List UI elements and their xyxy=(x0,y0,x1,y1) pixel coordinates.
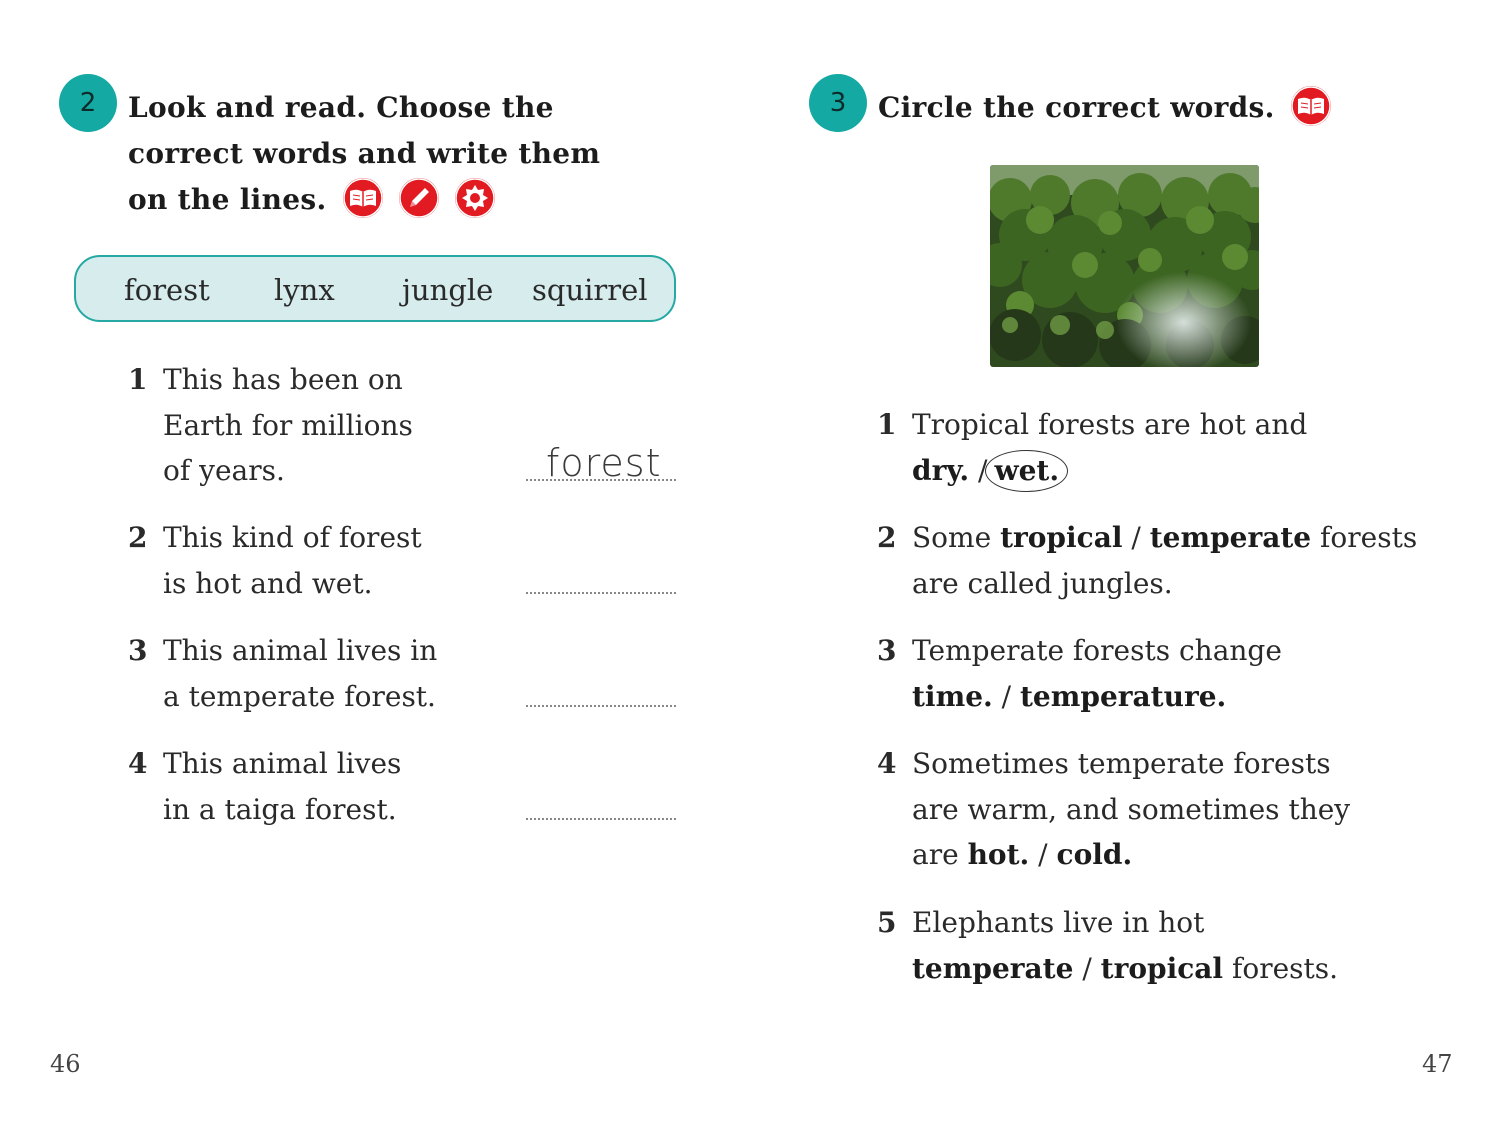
question-number: 4 xyxy=(128,747,148,780)
option-separator: / xyxy=(1073,951,1101,985)
question-line: This animal lives xyxy=(163,747,402,780)
word-bank-word-4: squirrel xyxy=(532,273,648,307)
question-number: 2 xyxy=(128,521,148,554)
page-number-right: 47 xyxy=(1422,1050,1453,1078)
option-cold[interactable]: cold. xyxy=(1056,838,1133,871)
question-line: are called jungles. xyxy=(912,566,1173,600)
question-text: forests xyxy=(1320,521,1418,554)
question-3 xyxy=(128,628,438,719)
question-line: Tropical forests are hot and xyxy=(912,408,1308,441)
question-options-line xyxy=(912,515,1417,561)
question-number: 3 xyxy=(877,634,897,667)
option-time[interactable]: time. xyxy=(912,679,993,713)
circle-question-3 xyxy=(877,628,1282,719)
question-number: 1 xyxy=(877,408,897,441)
question-number: 3 xyxy=(128,634,148,667)
heading-line-1: Look and read. Choose the xyxy=(128,91,554,124)
question-options-line xyxy=(912,448,1307,494)
option-separator: / xyxy=(1122,521,1150,554)
star-badge-icon xyxy=(455,178,495,218)
word-bank-word-3: jungle xyxy=(402,273,494,307)
question-line: of years. xyxy=(163,454,285,487)
question-number: 1 xyxy=(128,363,148,396)
question-number: 2 xyxy=(877,521,897,554)
circle-question-4 xyxy=(877,741,1351,878)
question-text: are xyxy=(912,838,968,871)
exercise-3-number: 3 xyxy=(829,88,847,118)
answer-4-line[interactable] xyxy=(526,818,676,820)
question-line: Elephants live in hot xyxy=(912,906,1205,939)
circle-question-1 xyxy=(877,402,1308,493)
question-options-line xyxy=(912,674,1282,720)
question-4 xyxy=(128,741,402,832)
option-temperature[interactable]: temperature. xyxy=(1020,679,1227,713)
option-temperate[interactable]: temperate xyxy=(912,951,1074,985)
option-tropical[interactable]: tropical xyxy=(1100,951,1224,985)
exercise-2-badge xyxy=(59,74,117,132)
question-1 xyxy=(128,357,413,494)
question-line: a temperate forest. xyxy=(163,679,436,713)
question-line: Earth for millions xyxy=(163,408,413,442)
option-separator: / xyxy=(992,679,1020,713)
option-dry[interactable]: dry. xyxy=(912,453,970,487)
option-hot[interactable]: hot. xyxy=(967,838,1030,871)
question-number: 5 xyxy=(877,906,897,939)
word-bank-word-2: lynx xyxy=(274,273,335,307)
pencil-icon xyxy=(399,178,439,218)
page-number-left: 46 xyxy=(50,1050,81,1078)
exercise-2-number: 2 xyxy=(79,88,97,118)
rainforest-canopy-photo xyxy=(990,165,1259,367)
question-line: is hot and wet. xyxy=(163,566,373,600)
question-text: forests. xyxy=(1231,951,1339,985)
question-line: This has been on xyxy=(163,363,403,396)
circle-question-5 xyxy=(877,900,1339,991)
answer-1-line[interactable] xyxy=(526,479,676,481)
option-wet-circled[interactable]: wet. xyxy=(985,450,1068,492)
word-bank-word-1: forest xyxy=(124,273,210,307)
exercise-2-heading xyxy=(128,85,600,223)
heading-line-3-text: on the lines. xyxy=(128,183,327,216)
exercise-3-heading-text: Circle the correct words. xyxy=(878,91,1275,124)
exercise-3-heading xyxy=(878,85,1331,131)
word-bank xyxy=(74,255,676,322)
question-line: Temperate forests change xyxy=(912,634,1282,667)
answer-1-text: forest xyxy=(546,441,662,485)
exercise-3-badge xyxy=(809,74,867,132)
question-line: Sometimes temperate forests xyxy=(912,747,1331,780)
question-number: 4 xyxy=(877,747,897,780)
option-separator: / xyxy=(1029,838,1057,871)
question-options-line xyxy=(912,946,1338,992)
heading-line-3 xyxy=(128,177,600,223)
option-separator: / xyxy=(969,453,988,487)
question-line: This kind of forest xyxy=(163,521,422,554)
option-temperate[interactable]: temperate xyxy=(1149,521,1312,554)
book-icon xyxy=(343,178,383,218)
question-options-line xyxy=(912,832,1350,878)
heading-line-2: correct words and write them xyxy=(128,137,601,170)
question-line: in a taiga forest. xyxy=(163,792,397,826)
question-text: Some xyxy=(912,521,1001,554)
circle-question-2 xyxy=(877,515,1418,606)
question-line: are warm, and sometimes they xyxy=(912,792,1351,826)
book-icon xyxy=(1291,86,1331,126)
question-line: This animal lives in xyxy=(163,634,438,667)
answer-3-line[interactable] xyxy=(526,705,676,707)
question-2 xyxy=(128,515,422,606)
option-tropical[interactable]: tropical xyxy=(1000,521,1123,554)
answer-2-line[interactable] xyxy=(526,592,676,594)
